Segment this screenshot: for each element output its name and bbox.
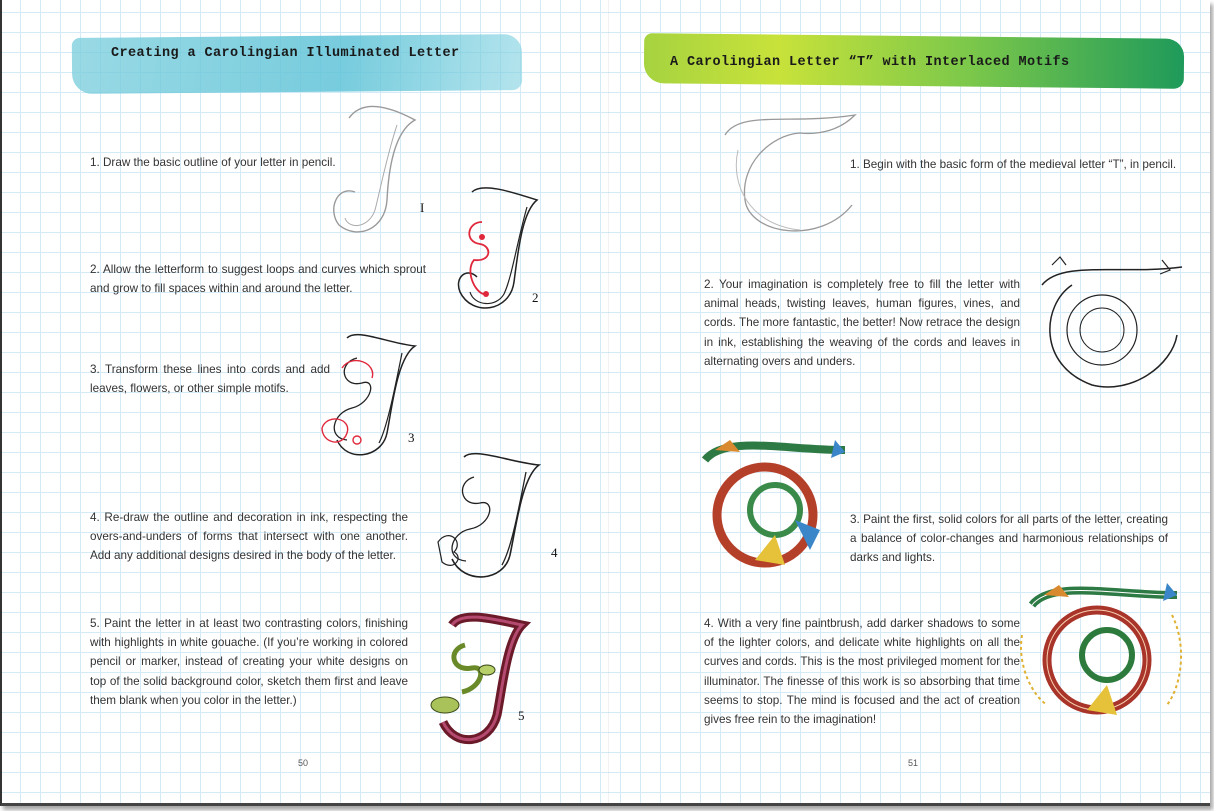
painted-letter-j-illustration (427, 610, 527, 745)
figure-number-4: 4 (551, 545, 558, 560)
page-number-left: 50 (298, 758, 309, 768)
figure-number-2: 2 (532, 290, 539, 305)
page-number-right: 51 (908, 758, 919, 768)
right-step-1: 1. Begin with the basic form of the medieval letter “T”, in pencil. (850, 158, 1177, 171)
letter-j-loops-illustration (452, 182, 542, 317)
left-step-5: 5. Paint the letter in at least two contrasting colors, finishing with highlights in white gouache. (If you’re working in colored pencil or marker, instead of creating your white designs on top of the solid background color, sketch them first and leave them blank when you color in the letter.) (90, 617, 408, 707)
left-step-3: 3. Transform these lines into cords and add leaves, flowers, or other simple motifs. (90, 363, 330, 396)
left-step-1: 1. Draw the basic outline of your letter in pencil. (90, 156, 336, 169)
left-step-4: 4. Re-draw the outline and decoration in ink, respecting the overs-and-unders of forms that intersect with one another. Add any additional designs desired in the body of the letter. (90, 511, 408, 563)
left-page-title: Creating a Carolingian Illuminated Letter (111, 46, 460, 61)
ink-letter-t-interlaced-illustration (1032, 255, 1187, 395)
painted-letter-t-finished-illustration (1022, 575, 1187, 725)
figure-number-5: 5 (518, 708, 525, 723)
figure-number-1: I (420, 200, 425, 215)
gutter-divider (608, 0, 609, 803)
figure-number-3: 3 (408, 430, 415, 445)
right-step-2: 2. Your imagination is completely free to fill the letter with animal heads, twisting leaves, human figures, vines, and cords. The more fantastic, the better! Now retrace the design in ink, establishing the weaving of the cords and leaves in alternating overs and unders. (704, 278, 1020, 368)
letter-j-ink-illustration (434, 447, 544, 587)
letter-j-cords-illustration (317, 328, 417, 463)
right-page-title: A Carolingian Letter “T” with Interlaced Motifs (670, 55, 1070, 70)
pencil-letter-j-illustration (327, 100, 425, 240)
pencil-letter-t-illustration (720, 105, 860, 240)
left-step-2: 2. Allow the letterform to suggest loops and curves which sprout and grow to fill spaces within and around the letter. (90, 263, 426, 296)
painted-letter-t-base-colors-illustration (695, 430, 855, 580)
right-step-4: 4. With a very fine paintbrush, add darker shadows to some of the lighter colors, and delicate white highlights on all the curves and cords. This is the most privileged moment for the illuminator. The finesse of this work is so absorbing that time seems to stop. The mind is focused and the act of creation gives free rein to the imagination! (704, 617, 1020, 727)
title-banner-blue (72, 34, 522, 94)
right-step-3: 3. Paint the first, solid colors for all parts of the letter, creating a balance of color-changes and harmonious relationships of darks and lights. (850, 513, 1168, 565)
